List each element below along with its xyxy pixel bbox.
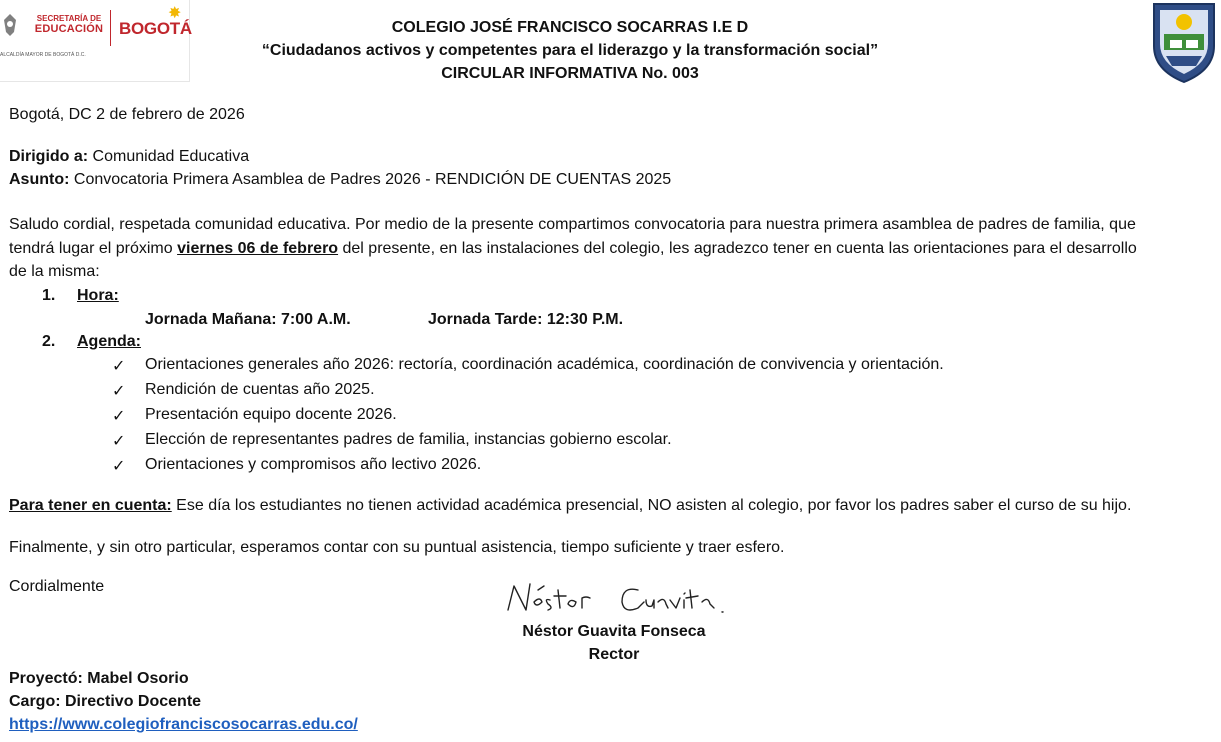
agenda-item: Presentación equipo docente 2026. bbox=[145, 406, 397, 423]
subject-line bbox=[9, 171, 671, 189]
note-line bbox=[9, 497, 1131, 515]
salutation: Cordialmente bbox=[9, 578, 105, 595]
projected-label: Proyectó: bbox=[9, 670, 83, 687]
item-title-hora: Hora: bbox=[77, 287, 119, 304]
closing-line: Finalmente, y sin otro particular, esperamos contar con su puntual asistencia, tiempo suficiente y traer esfero. bbox=[9, 539, 785, 556]
intro-line-2-start: tendrá lugar el próximo bbox=[9, 240, 178, 257]
website-link[interactable]: https://www.colegiofranciscosocarras.edu.co/ bbox=[9, 716, 358, 733]
signer-name: Néstor Guavita Fonseca bbox=[522, 623, 706, 640]
note-label: Para tener en cuenta: bbox=[9, 497, 172, 514]
intro-line-2-end: del presente, en las instalaciones del colegio, les agradezco tener en cuenta las orientaciones para el desarrollo bbox=[338, 240, 1137, 257]
check-icon: ✓ bbox=[112, 383, 126, 400]
item-number-2: 2. bbox=[42, 333, 56, 350]
agenda-item: Elección de representantes padres de familia, instancias gobierno escolar. bbox=[145, 431, 672, 448]
check-icon: ✓ bbox=[112, 358, 126, 375]
seal-caption: ALCALDÍA MAYOR DE BOGOTÁ D.C. bbox=[0, 52, 86, 58]
note-text: Ese día los estudiantes no tienen actividad académica presencial, NO asisten al colegio, por favor los padres saber el curso de su hijo. bbox=[171, 497, 1132, 514]
projected-line bbox=[9, 670, 189, 688]
shift-morning: Jornada Mañana: 7:00 A.M. bbox=[145, 311, 351, 328]
school-name: COLEGIO JOSÉ FRANCISCO SOCARRAS I.E D bbox=[391, 19, 749, 36]
check-icon: ✓ bbox=[112, 433, 126, 450]
school-motto: “Ciudadanos activos y competentes para el liderazgo y la transformación social” bbox=[261, 42, 879, 59]
projected-value: Mabel Osorio bbox=[82, 670, 189, 687]
cargo-line: Cargo: Directivo Docente bbox=[9, 693, 202, 710]
shift-afternoon: Jornada Tarde: 12:30 P.M. bbox=[428, 311, 624, 328]
item-number-1: 1. bbox=[42, 287, 56, 304]
agenda-item: Orientaciones y compromisos año lectivo 2026. bbox=[145, 456, 482, 473]
intro-line-3: de la misma: bbox=[9, 263, 100, 280]
addressee-line bbox=[9, 148, 249, 166]
subject-value: Convocatoria Primera Asamblea de Padres 2026 - RENDICIÓN DE CUENTAS 2025 bbox=[69, 171, 672, 188]
agenda-item: Orientaciones generales año 2026: rectoría, coordinación académica, coordinación de convivencia y orientación. bbox=[145, 356, 944, 373]
website-line bbox=[9, 716, 358, 734]
item-title-agenda: Agenda: bbox=[77, 333, 141, 350]
circular-title: CIRCULAR INFORMATIVA No. 003 bbox=[441, 65, 699, 82]
star-icon: ✸ bbox=[168, 5, 182, 22]
intro-line-1: Saludo cordial, respetada comunidad educativa. Por medio de la presente compartimos convocatoria para nuestra primera asamblea de padres de familia, que bbox=[9, 216, 1136, 233]
signer-role: Rector bbox=[588, 646, 640, 663]
educacion-line: EDUCACIÓN bbox=[34, 23, 104, 35]
addressee-value: Comunidad Educativa bbox=[88, 148, 250, 165]
intro-line-2 bbox=[9, 240, 1137, 258]
addressee-label: Dirigido a: bbox=[9, 148, 89, 165]
meeting-date: viernes 06 de febrero bbox=[177, 240, 339, 257]
check-icon: ✓ bbox=[112, 408, 126, 425]
subject-label: Asunto: bbox=[9, 171, 70, 188]
check-icon: ✓ bbox=[112, 458, 126, 475]
bogota-logo-word: BOGOTÁ bbox=[119, 19, 192, 38]
place-date: Bogotá, DC 2 de febrero de 2026 bbox=[9, 106, 245, 123]
signature-image bbox=[504, 572, 734, 622]
school-crest-icon bbox=[1148, 0, 1220, 84]
secretaria-line: SECRETARÍA DE bbox=[36, 14, 102, 23]
agenda-item: Rendición de cuentas año 2025. bbox=[145, 381, 375, 398]
